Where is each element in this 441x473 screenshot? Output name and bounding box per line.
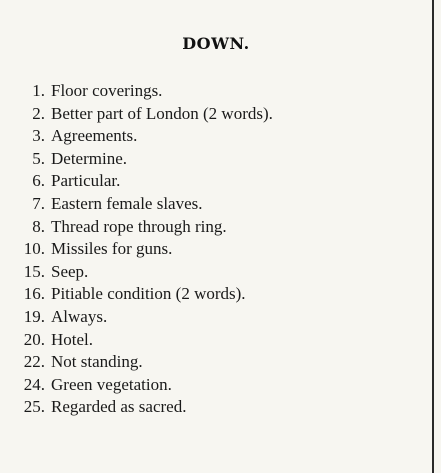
clue-number: 24. [23, 374, 45, 394]
clue-list [0, 80, 428, 419]
clue-item [0, 148, 428, 171]
clue-text: Missiles for guns. [51, 239, 173, 259]
clue-number: 3. [32, 126, 45, 146]
clue-text: Particular. [51, 171, 121, 191]
clue-text: Seep. [51, 261, 89, 281]
clue-text: Hotel. [51, 329, 94, 349]
clue-item [0, 329, 428, 352]
clue-text: Better part of London (2 words). [51, 103, 273, 123]
column-rule [432, 0, 434, 473]
clue-number: 25. [23, 397, 45, 417]
clue-item [0, 216, 428, 239]
clue-text: Not standing. [51, 352, 143, 372]
clue-text: Always. [51, 306, 108, 326]
clue-text: Determine. [51, 148, 127, 168]
clue-number: 15. [23, 261, 45, 281]
clue-number: 5. [32, 148, 45, 168]
section-heading: DOWN. [182, 34, 250, 53]
clue-text: Thread rope through ring. [51, 216, 227, 236]
clue-item [0, 306, 428, 329]
clue-number: 16. [23, 284, 45, 304]
clue-item [0, 170, 428, 193]
clue-item [0, 80, 428, 103]
clue-number: 1. [32, 81, 45, 100]
clue-number: 8. [32, 216, 45, 236]
clue-text: Pitiable condition (2 words). [51, 284, 246, 304]
clue-item [0, 396, 428, 419]
clue-number: 10. [23, 239, 45, 259]
clue-item [0, 238, 428, 261]
clue-item [0, 283, 428, 306]
clue-text: Green vegetation. [51, 374, 172, 394]
clue-text: Regarded as sacred. [51, 397, 187, 417]
clue-text: Floor coverings. [51, 81, 163, 100]
clue-number: 22. [23, 352, 45, 372]
clue-item [0, 374, 428, 397]
clue-number: 2. [32, 103, 45, 123]
clue-text: Agreements. [51, 126, 138, 146]
clue-item [0, 103, 428, 126]
clue-number: 19. [23, 306, 45, 326]
clue-item [0, 261, 428, 284]
clue-number: 20. [23, 329, 45, 349]
clue-number: 6. [32, 171, 45, 191]
clue-number: 7. [32, 193, 45, 213]
clue-item [0, 125, 428, 148]
clue-text: Eastern female slaves. [51, 193, 203, 213]
clue-item [0, 193, 428, 216]
clue-item [0, 351, 428, 374]
